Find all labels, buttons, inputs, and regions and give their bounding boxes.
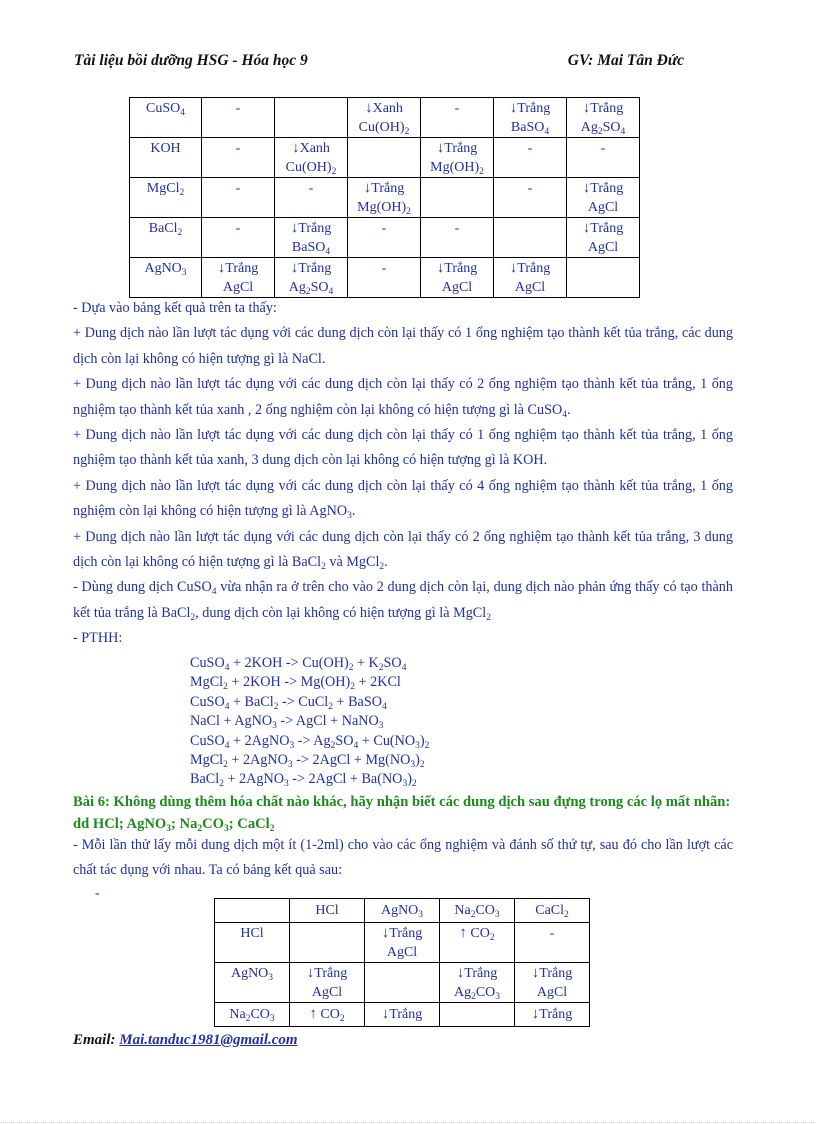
column-header: CaCl$_2$ [515,899,590,923]
cell-line: ↓Trắng [217,260,259,276]
table-cell [275,258,348,298]
precipitate-arrow-icon: ↓ [292,140,300,156]
email-link[interactable]: Mai.tanduc1981@gmail.com [119,1032,298,1048]
cell-line: - [381,221,387,236]
cell-line: BaSO$_4$ [291,240,331,257]
precipitate-arrow-icon: ↓ [436,260,445,276]
paragraph: - Dựa vào bảng kết quả trên ta thấy: [73,300,277,316]
table-row [130,258,640,298]
table-row [215,963,590,1003]
cell-line: - [235,181,241,196]
cell-line: ↓Trắng [509,260,551,276]
table-row [130,218,640,258]
gas-arrow-icon: ↑ [459,925,467,941]
cell-line: ↓Trắng [381,1006,423,1022]
table-cell [494,218,567,258]
list-dash: - [95,886,100,901]
cell-line: ↓Trắng [509,100,551,116]
table-cell [290,963,365,1003]
cell-line: - [235,221,241,236]
page-header [74,52,684,70]
paragraph: + Dung dịch nào lần lượt tác dụng với các dung dịch còn lại thấy có 2 ống nghiệm tạo thành kết tủa trắng, 1 ống nghiệm tạo thành kết tủa xanh , 2 ống nghiệm còn lại không có hiện tượng gì là CuSO$_4$. [73,376,733,420]
table-cell [348,258,421,298]
cell-line: AgCl [441,280,473,295]
table-row [215,1003,590,1027]
row-label: CuSO$_4$ [130,98,202,138]
table-cell [202,138,275,178]
cell-line: ↓Trắng [363,180,405,196]
precipitate-arrow-icon: ↓ [365,100,373,116]
paragraph: + Dung dịch nào lần lượt tác dụng với các dung dịch còn lại thấy có 1 ống nghiệm tạo thành kết tủa trắng, các dung dịch còn lại không có hiện tượng gì là NaCl. [73,325,733,367]
table-cell [275,218,348,258]
reaction-table-1 [129,97,640,298]
cell-line: ↓Trắng [290,260,332,276]
equation-list [190,654,429,790]
precipitate-arrow-icon: ↓ [509,260,518,276]
row-label: AgNO$_3$ [130,258,202,298]
cell-line: $Ag_2SO_4$ [580,120,626,137]
cell-line: AgCl [536,985,568,1000]
precipitate-arrow-icon: ↓ [363,180,372,196]
table-cell [515,923,590,963]
equation: BaCl$_2$ + 2AgNO$_3$ -> 2AgCl + $Ba(NO_3)_2$ [190,771,417,790]
row-label: BaCl$_2$ [130,218,202,258]
cell-line: AgCl [587,200,619,215]
cell-line: ↓Trắng [436,260,478,276]
cell-line: AgCl [222,280,254,295]
header-author: GV: Mai Tân Đức [567,52,684,69]
table-cell [202,98,275,138]
exercise-6-intro [73,833,733,883]
table-cell [290,923,365,963]
cell-line: - [527,141,533,156]
cell-line: - [381,261,387,276]
table-row [130,138,640,178]
cell-line: ↓Trắng [436,140,478,156]
table-cell [494,258,567,298]
cell-line: $Mg(OH)_2$ [357,200,411,217]
table-row [215,923,590,963]
paragraph: - Dùng dung dịch CuSO$_4$ vừa nhận ra ở trên cho vào 2 dung dịch còn lại, dung dịch nào phản ứng thấy có tạo thành kết tủa trắng là BaCl$_2$, dung dịch còn lại không có hiện tượng gì là MgCl$_2$ [73,579,733,623]
precipitate-arrow-icon: ↓ [436,140,445,156]
table-cell [494,178,567,218]
column-header: HCl [290,899,365,923]
table-cell [365,923,440,963]
table-cell [202,178,275,218]
equation: CuSO$_4$ + $2KOH -> Cu(OH)_2 + K_2SO_4$ [190,655,407,673]
equation: CuSO$_4$ + 2AgNO$_3$ -> $Ag_2SO_4 + Cu(NO_3)_2$ [190,732,430,751]
table-cell [421,218,494,258]
column-header [215,899,290,923]
header-title: Tài liệu bồi dưỡng HSG - Hóa học 9 [74,52,308,69]
paragraph: + Dung dịch nào lần lượt tác dụng với các dung dịch còn lại thấy có 4 ống nghiệm tạo thành kết tủa trắng, 1 ống nghiệm còn lại không có hiện tượng gì là AgNO$_3$. [73,477,733,522]
cell-line: - [454,101,460,116]
row-label: HCl [215,923,290,963]
cell-line: AgCl [514,280,546,295]
equation: CuSO$_4$ + BaCl$_2$ -> CuCl$_2$ + BaSO$_4$ [190,693,387,712]
cell-line: ↑ $CO_2$ [459,925,495,943]
table-cell [421,98,494,138]
paragraph: + Dung dịch nào lần lượt tác dụng với các dung dịch còn lại thấy có 2 ống nghiệm tạo thành kết tủa trắng, 3 dung dịch còn lại không có hiện tượng gì là BaCl$_2$ và MgCl$_2$. [73,528,733,573]
table-cell [275,98,348,138]
equation: NaCl + AgNO$_3$ -> AgCl + NaNO$_3$ [190,713,384,732]
table-row [130,178,640,218]
cell-line: ↓Trắng [456,965,498,981]
cell-line: - [600,141,606,156]
table-cell [275,178,348,218]
table-cell [494,138,567,178]
precipitate-arrow-icon: ↓ [381,1006,390,1022]
table-cell [348,98,421,138]
precipitate-arrow-icon: ↓ [582,180,591,196]
cell-line: - [235,141,241,156]
precipitate-arrow-icon: ↓ [582,100,591,116]
row-label: KOH [130,138,202,178]
cell-line: $Cu(OH)_2$ [358,120,410,137]
cell-line: ↓Trắng [531,965,573,981]
table-cell [567,138,640,178]
cell-line: - [527,181,533,196]
paragraph: + Dung dịch nào lần lượt tác dụng với các dung dịch còn lại thấy có 1 ống nghiệm tạo thành kết tủa trắng, 1 ống nghiệm tạo thành kết tủa xanh, 3 dung dịch còn lại không có hiện tượng gì là KOH. [73,427,733,469]
row-label: $Na_2CO_3$ [215,1003,290,1027]
cell-line: - [235,101,241,116]
table-cell [202,258,275,298]
cell-line: AgCl [386,945,418,960]
table-cell [348,218,421,258]
gas-arrow-icon: ↑ [309,1006,317,1022]
cell-line: AgCl [587,240,619,255]
table-cell [421,138,494,178]
precipitate-arrow-icon: ↓ [582,220,591,236]
paragraph: - PTHH: [73,630,123,647]
column-header: AgNO$_3$ [365,899,440,923]
cell-line: ↓Trắng [306,965,348,981]
cell-line: ↓Trắng [381,925,423,941]
exercise-6-title: Bài 6: Không dùng thêm hóa chất nào khác, hãy nhận biết các dung dịch sau đựng trong các lọ mất nhãn: dd HCl; AgNO$_3$; $Na_2CO_3$; CaCl$_2$ [73,794,731,834]
table-cell [515,1003,590,1027]
email-label: Email: [73,1032,116,1048]
column-header: $Na_2CO_3$ [440,899,515,923]
table-cell [365,1003,440,1027]
equation: MgCl$_2$ + 2AgNO$_3$ -> 2AgCl + $Mg(NO_3)_2$ [190,752,425,771]
table-cell [567,98,640,138]
table-cell [515,963,590,1003]
table-cell [440,923,515,963]
reaction-table-2 [214,898,590,1027]
row-label: AgNO$_3$ [215,963,290,1003]
footer-email [73,1032,298,1049]
cell-line: ↓Xanh [292,140,330,156]
table-header-row [215,899,590,923]
cell-line: - [549,926,555,941]
cell-line: ↓Trắng [290,220,332,236]
table-cell [567,178,640,218]
cell-line: ↓Trắng [582,180,624,196]
table-cell [365,963,440,1003]
precipitate-arrow-icon: ↓ [456,965,465,981]
table-cell [494,98,567,138]
table-cell [421,178,494,218]
precipitate-arrow-icon: ↓ [217,260,226,276]
table-cell [421,258,494,298]
table-cell [290,1003,365,1027]
precipitate-arrow-icon: ↓ [531,965,540,981]
exercise-6-intro-text: - Mỗi lần thử lấy mỗi dung dịch một ít (1-2ml) cho vào các ống nghiệm và đánh số thứ tự, sau đó cho lần lượt các chất tác dụng với nhau. Ta có bảng kết quả sau: [73,837,733,878]
cell-line: $Ag_2CO_3$ [453,985,501,1002]
cell-line: $Cu(OH)_2$ [285,160,337,177]
table-row [130,98,640,138]
cell-line: $Mg(OH)_2$ [430,160,484,177]
precipitate-arrow-icon: ↓ [290,220,299,236]
precipitate-arrow-icon: ↓ [531,1006,540,1022]
table-cell [440,963,515,1003]
cell-line: - [308,181,314,196]
table-cell [440,1003,515,1027]
table-cell [348,178,421,218]
precipitate-arrow-icon: ↓ [381,925,390,941]
cell-line: ↑ $CO_2$ [309,1006,345,1024]
precipitate-arrow-icon: ↓ [290,260,299,276]
table-cell [275,138,348,178]
equation: MgCl$_2$ + $2KOH -> Mg(OH)_2 + 2KCl$ [190,674,401,693]
cell-line: ↓Xanh [365,100,403,116]
cell-line: BaSO$_4$ [510,120,550,137]
table-cell [567,258,640,298]
cell-line: ↓Trắng [531,1006,573,1022]
table-cell [348,138,421,178]
cell-line: ↓Trắng [582,220,624,236]
cell-line: ↓Trắng [582,100,624,116]
precipitate-arrow-icon: ↓ [306,965,315,981]
cell-line: - [454,221,460,236]
table-cell [567,218,640,258]
table-cell [202,218,275,258]
cell-line: AgCl [311,985,343,1000]
cell-line: $Ag_2SO_4$ [288,280,334,297]
analysis-text [73,296,733,652]
row-label: MgCl$_2$ [130,178,202,218]
precipitate-arrow-icon: ↓ [509,100,518,116]
